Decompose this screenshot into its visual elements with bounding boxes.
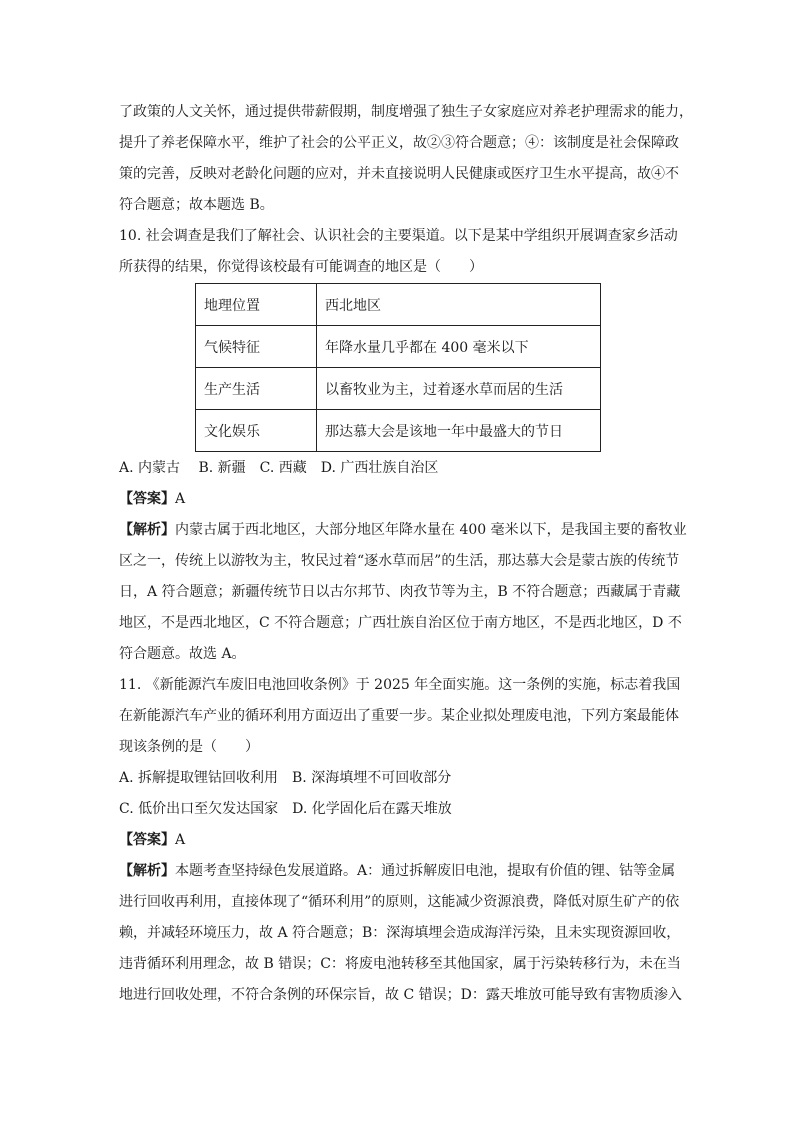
text-line: 提升了养老保障水平，维护了社会的公平正义，故②③符合题意；④：该制度是社会保障政 <box>119 135 679 151</box>
q11-analysis <box>119 856 682 1011</box>
q9-analysis-continued <box>119 97 693 221</box>
text-line: 11. 《新能源汽车废旧电池回收条例》于 2025 年全面实施。这一条例的实施，标志着我国 <box>119 677 681 693</box>
text-line: 所获得的结果，你觉得该校最有可能调查的地区是（ ） <box>119 259 483 275</box>
answer-line <box>119 484 679 515</box>
survey-table <box>195 283 601 452</box>
answer-label: 【答案】 <box>119 491 175 507</box>
table-row <box>196 410 601 452</box>
answer-label: 【答案】 <box>119 832 175 848</box>
q10-survey-table <box>195 283 601 452</box>
q11-options <box>119 763 679 825</box>
table-cell-key: 气候特征 <box>196 326 317 368</box>
options-line: A. 拆解提取锂钴回收利用 B. 深海填埋不可回收部分 <box>119 770 452 786</box>
table-row <box>196 326 601 368</box>
table-cell-value: 西北地区 <box>317 284 601 326</box>
table-cell-key: 文化娱乐 <box>196 410 317 452</box>
text-line: 现该条例的是（ ） <box>119 739 259 755</box>
table-cell-key: 地理位置 <box>196 284 317 326</box>
text-line: 10. 社会调查是我们了解社会、认识社会的主要渠道。以下是某中学组织开展调查家乡活动 <box>119 228 678 244</box>
text-line: 策的完善，反映对老龄化问题的应对，并未直接说明人民健康或医疗卫生水平提高，故④不 <box>119 166 679 182</box>
answer-line <box>119 825 679 856</box>
analysis-text: 内蒙古属于西北地区，大部分地区年降水量在 400 毫米以下，是我国主要的畜牧业 <box>175 522 687 538</box>
text-line: 进行回收再利用，直接体现了“循环利用”的原则，这能减少资源浪费，降低对原生矿产的依 <box>119 894 680 910</box>
q10-options <box>119 453 679 484</box>
table-cell-key: 生产生活 <box>196 368 317 410</box>
table-cell-value: 以畜牧业为主，过着逐水草而居的生活 <box>317 368 601 410</box>
table-cell-value: 年降水量几乎都在 400 毫米以下 <box>317 326 601 368</box>
answer-value: A <box>175 491 186 507</box>
options-line: C. 低价出口至欠发达国家 D. 化学固化后在露天堆放 <box>119 801 452 817</box>
text-line: 赖，并减轻环境压力，故 A 符合题意；B：深海填埋会造成海洋污染，且未实现资源回收， <box>119 925 681 941</box>
q11-answer <box>119 825 679 856</box>
analysis-label: 【解析】 <box>119 863 175 879</box>
q11-stem <box>119 670 679 763</box>
text-line <box>119 515 687 546</box>
text-line: 了政策的人文关怀，通过提供带薪假期，制度增强了独生子女家庭应对养老护理需求的能力， <box>119 104 693 120</box>
q10-answer <box>119 484 679 515</box>
answer-value: A <box>175 832 186 848</box>
q10-stem <box>119 221 679 283</box>
options-line: A. 内蒙古 B. 新疆 C. 西藏 D. 广西壮族自治区 <box>119 460 439 476</box>
text-line: 符合题意。故选 A。 <box>119 646 246 662</box>
table-row <box>196 368 601 410</box>
text-line: 日，A 符合题意；新疆传统节日以古尔邦节、肉孜节等为主，B 不符合题意；西藏属于青藏 <box>119 584 681 600</box>
text-line: 区之一，传统上以游牧为主，牧民过着“逐水草而居”的生活，那达慕大会是蒙古族的传统节 <box>119 553 680 569</box>
text-line: 违背循环利用理念，故 B 错误；C：将废电池转移至其他国家，属于污染转移行为，未在当 <box>119 956 681 972</box>
analysis-text: 本题考查坚持绿色发展道路。A：通过拆解废旧电池，提取有价值的锂、钴等金属 <box>175 863 676 879</box>
text-line: 符合题意；故本题选 B。 <box>119 197 274 213</box>
text-line: 地进行回收处理，不符合条例的环保宗旨，故 C 错误；D：露天堆放可能导致有害物质渗入 <box>119 987 682 1003</box>
text-line: 地区，不是西北地区，C 不符合题意；广西壮族自治区位于南方地区，不是西北地区，D 不 <box>119 615 682 631</box>
table-cell-value: 那达慕大会是该地一年中最盛大的节日 <box>317 410 601 452</box>
text-line <box>119 856 679 887</box>
text-line: 在新能源汽车产业的循环利用方面迈出了重要一步。某企业拟处理废电池，下列方案最能体 <box>119 708 679 724</box>
analysis-label: 【解析】 <box>119 522 175 538</box>
q10-analysis <box>119 515 687 670</box>
table-row <box>196 284 601 326</box>
